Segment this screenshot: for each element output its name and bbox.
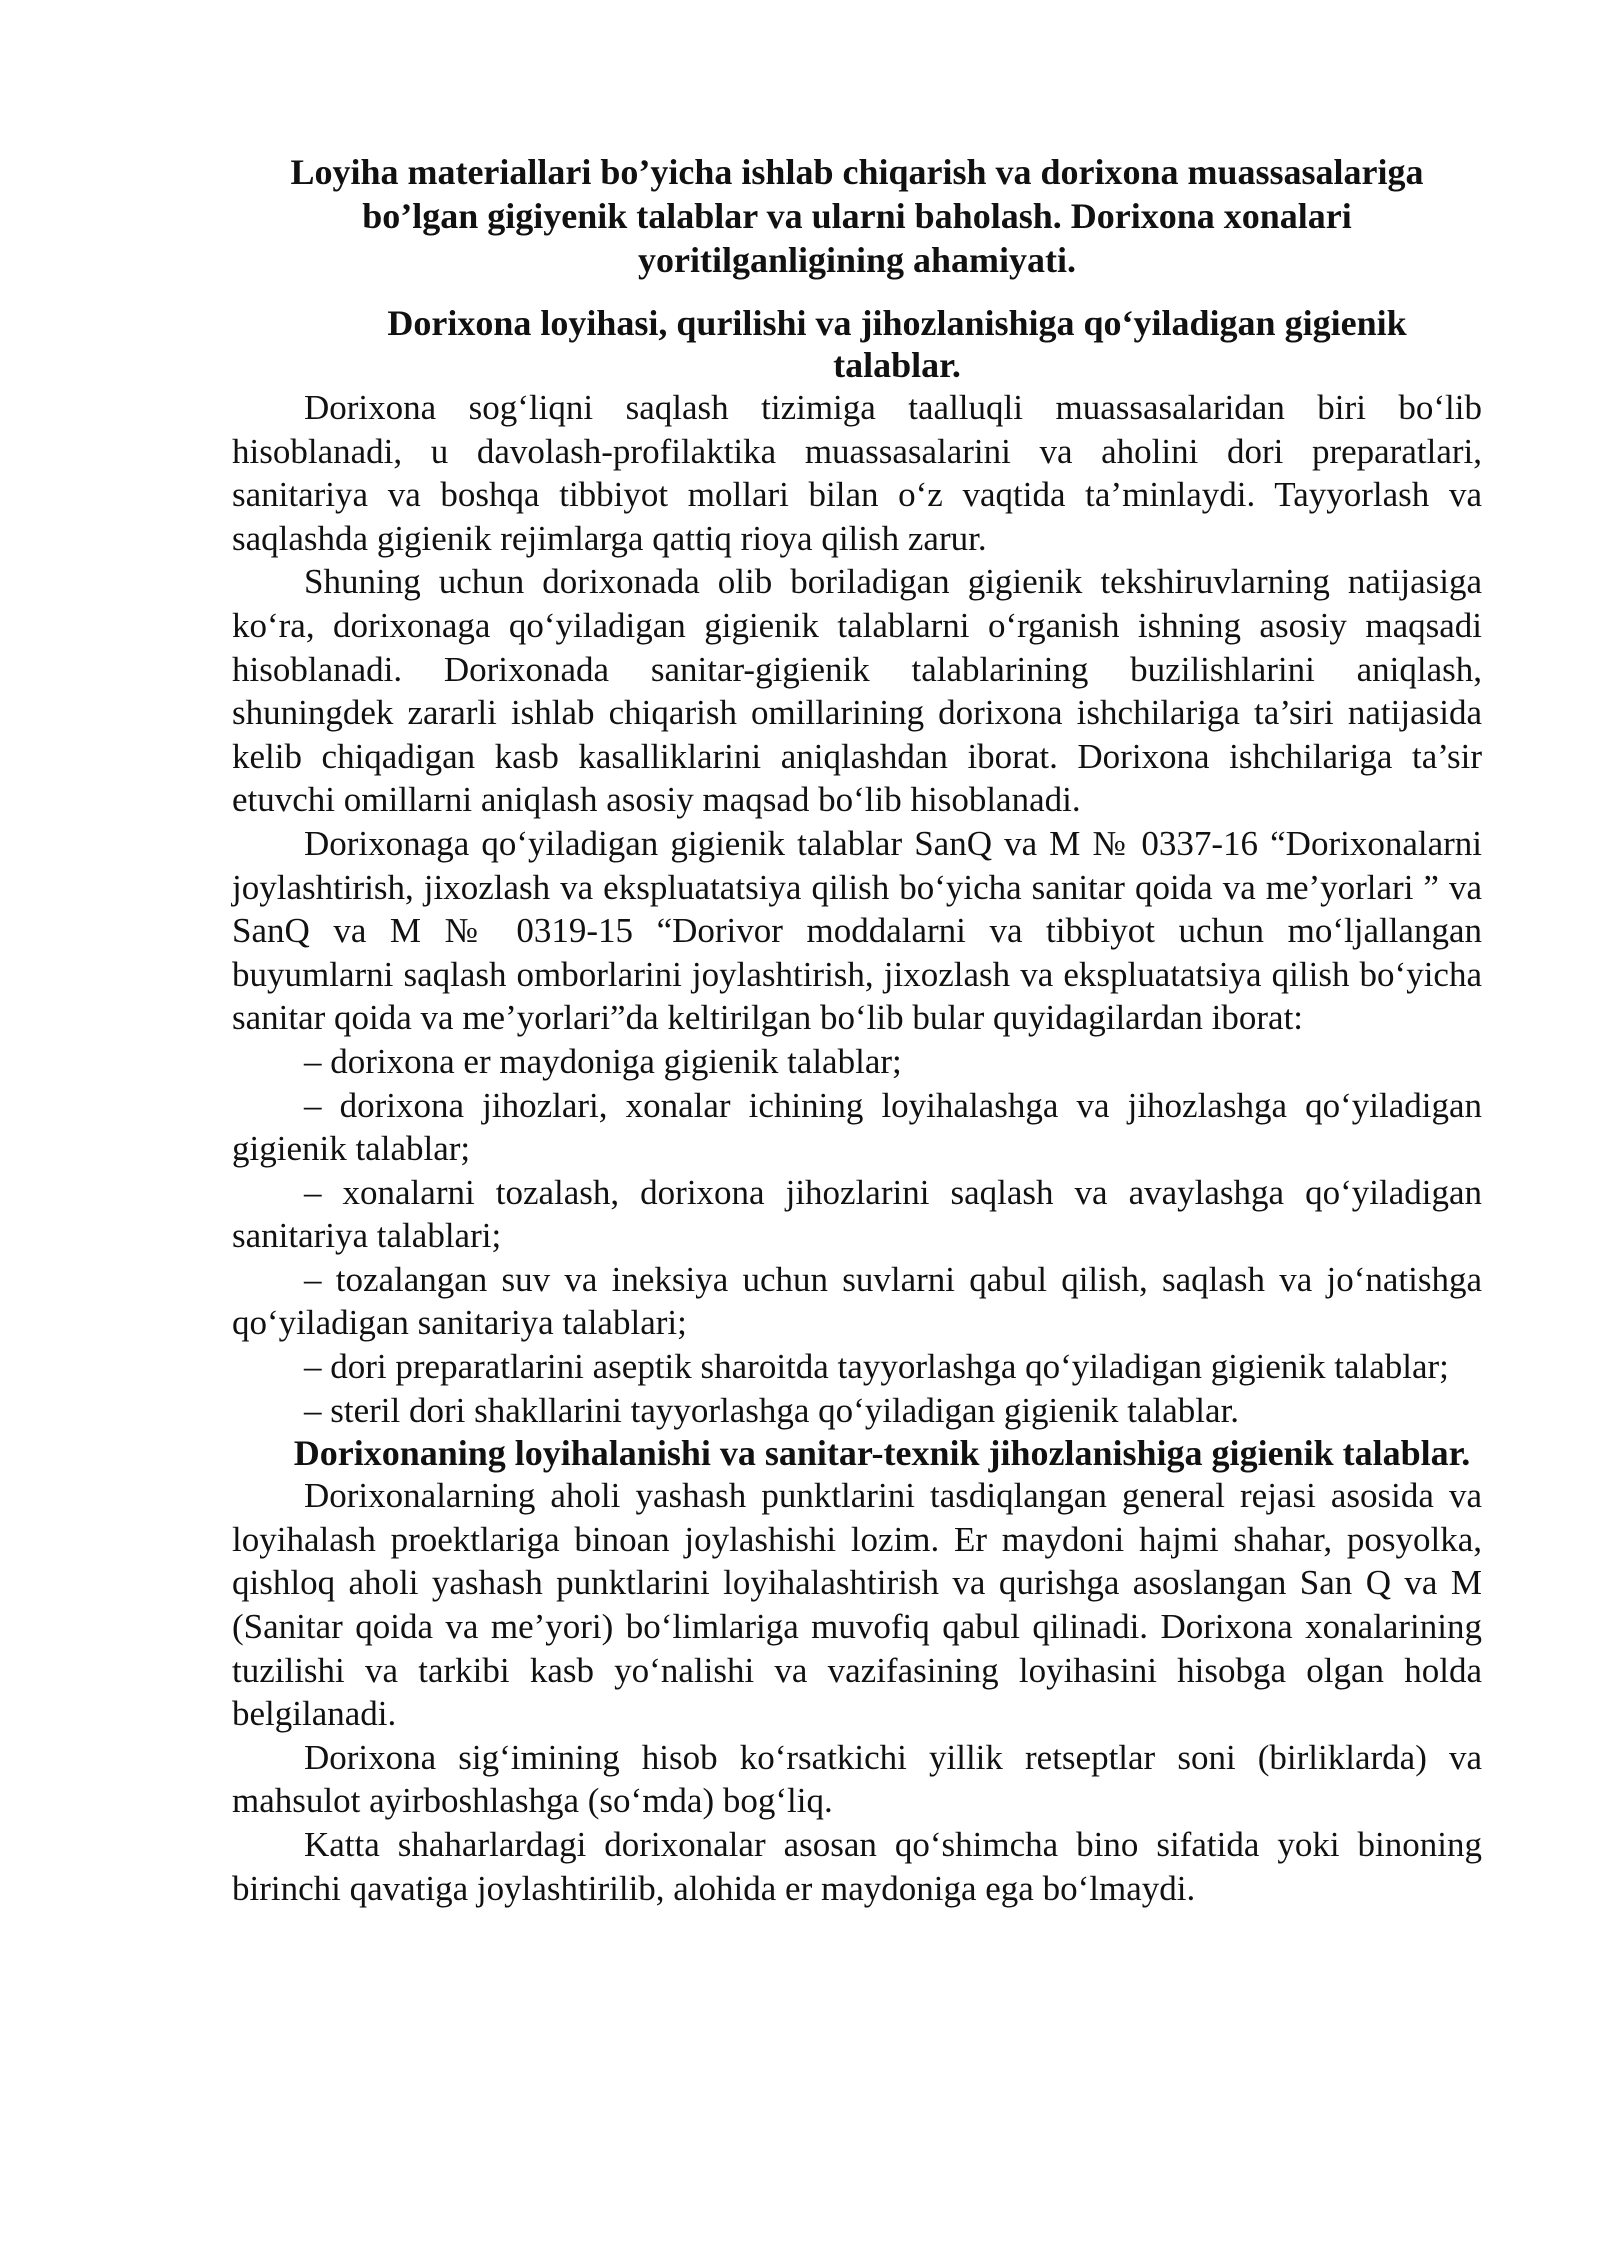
section-heading-design: Dorixona loyihasi, qurilishi va jihozlanishiga qo‘yiladigan gigienik talablar. bbox=[387, 303, 1407, 385]
paragraph-cities: Katta shaharlardagi dorixonalar asosan qo‘shimcha bino sifatida yoki binoning birinchi qavatiga joylashtirilib, alohida er maydoniga ega bo‘lmaydi. bbox=[232, 1825, 1482, 1908]
list-item: – xonalarni tozalash, dorixona jihozlarini saqlash va avaylashga qo‘yiladigan sanitariya talablari; bbox=[232, 1172, 1482, 1256]
document-page bbox=[232, 150, 1482, 1910]
paragraph-location: Dorixonalarning aholi yashash punktlarini tasdiqlangan general rejasi asosida va loyihalash proektlariga binoan joylashishi lozim. Er maydoni hajmi shahar, posyolka, qishloq aholi yashash punktlarini loyihalashtirish va qurishga asoslangan San Q va M (Sanitar qoida va me’yori) bo‘limlariga muvofiq qabul qilinadi. Dorixona xonalarining tuzilishi va tarkibi kasb yo‘nalishi va vazifasining loyihasini hisobga olgan holda belgilanadi. bbox=[232, 1476, 1482, 1734]
list-item: – dorixona er maydoniga gigienik talablar; bbox=[304, 1041, 902, 1081]
document-title: Loyiha materiallari bo’yicha ishlab chiqarish va dorixona muassasalariga bo’lgan gigiyenik talablar va ularni baholash. Dorixona xonalari yoritilganligining ahamiyati. bbox=[290, 152, 1424, 280]
list-item: – steril dori shakllarini tayyorlashga qo‘yiladigan gigienik talablar. bbox=[304, 1390, 1240, 1430]
paragraph-intro: Dorixona sog‘liqni saqlash tizimiga taalluqli muassasalaridan biri bo‘lib hisoblanadi, u davolash-profilaktika muassasalarini va aholini dori preparatlari, sanitariya va boshqa tibbiyot mollari bilan o‘z vaqtida ta’minlaydi. Tayyorlash va saqlashda gigienik rejimlarga qattiq rioya qilish zarur. bbox=[232, 388, 1482, 558]
list-item: – dori preparatlarini aseptik sharoitda tayyorlashga qo‘yiladigan gigienik talablar; bbox=[304, 1347, 1449, 1387]
list-item: – tozalangan suv va ineksiya uchun suvlarni qabul qilish, saqlash va jo‘natishga qo‘yiladigan sanitariya talablari; bbox=[232, 1259, 1482, 1343]
section-heading-sanitary: Dorixonaning loyihalanishi va sanitar-texnik jihozlanishiga gigienik talablar. bbox=[293, 1433, 1471, 1474]
paragraph-regulations: Dorixonaga qo‘yiladigan gigienik talablar SanQ va M № 0337-16 “Dorixonalarni joylashtirish, jixozlash va ekspluatatsiya qilish bo‘yicha sanitar qoida va me’yorlari ” va SanQ va M № 0319-15 “Dorivor moddalarni va tibbiyot uchun mo‘ljallangan buyumlarni saqlash omborlarini joylashtirish, jixozlash va ekspluatatsiya qilish bo‘yicha sanitar qoida va me’yorlari”da keltirilgan bo‘lib bular quyidagilardan iborat: bbox=[232, 823, 1482, 1038]
paragraph-capacity: Dorixona sig‘imining hisob ko‘rsatkichi yillik retseptlar soni (birliklarda) va mahsulot ayirboshlashga (so‘mda) bog‘liq. bbox=[232, 1737, 1482, 1821]
paragraph-purpose: Shuning uchun dorixonada olib boriladigan gigienik tekshiruvlarning natijasiga ko‘ra, dorixonaga qo‘yiladigan gigienik talablarni o‘rganish ishning asosiy maqsadi hisoblanadi. Dorixonada sanitar-gigienik talablarining buzilishlarini aniqlash, shuningdek zararli ishlab chiqarish omillarining dorixona ishchilariga ta’siri natijasida kelib chiqadigan kasb kasalliklarini aniqlashdan iborat. Dorixona ishchilariga ta’sir etuvchi omillarni aniqlash asosiy maqsad bo‘lib hisoblanadi. bbox=[232, 562, 1482, 820]
list-item: – dorixona jihozlari, xonalar ichining loyihalashga va jihozlashga qo‘yiladigan gigienik talablar; bbox=[232, 1085, 1482, 1169]
